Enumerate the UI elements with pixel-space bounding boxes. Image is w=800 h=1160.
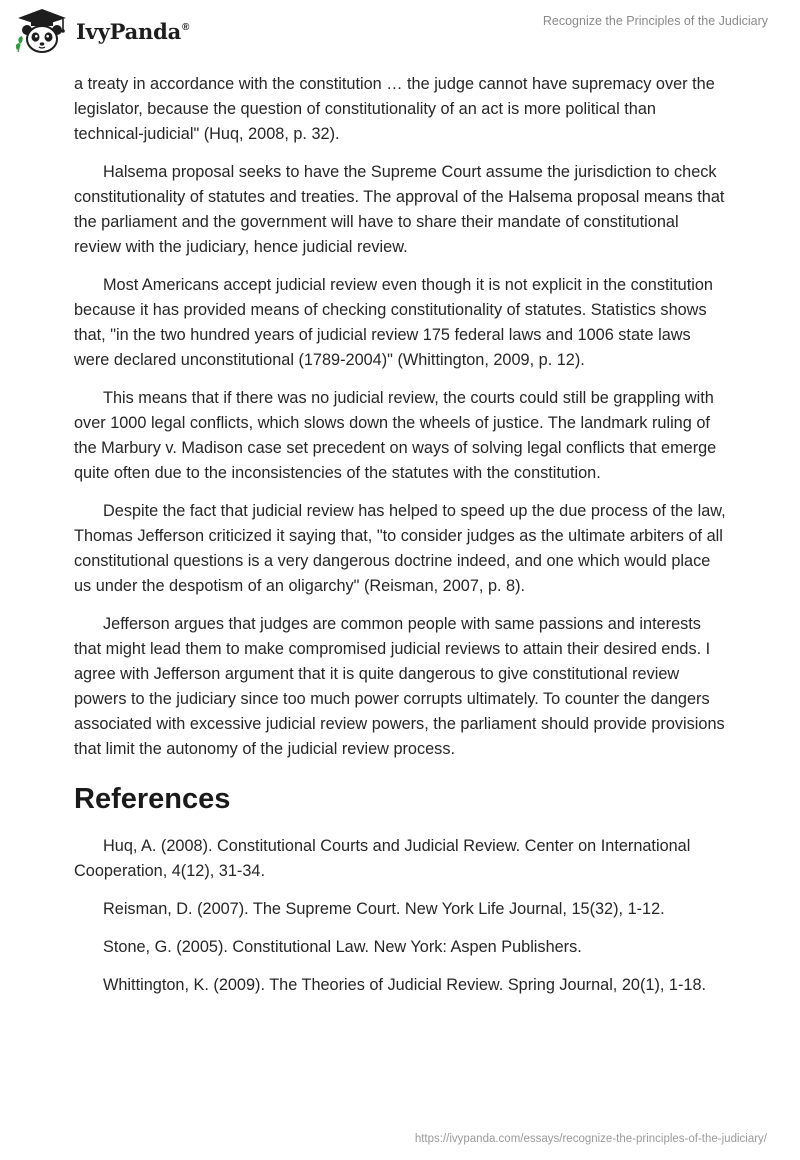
body-paragraph: a treaty in accordance with the constitution … the judge cannot have supremacy over the legislator, because the question of constitutionality of an act is more political than technical-judicial" (Huq, 2008, p. 32). [74, 75, 715, 143]
reference-item: Reisman, D. (2007). The Supreme Court. New York Life Journal, 15(32), 1-12. [103, 900, 665, 918]
body-paragraph: This means that if there was no judicial review, the courts could still be grappling with over 1000 legal conflicts, which slows down the wheels of justice. The landmark ruling of the Marbury v. Madison case set precedent on ways of solving legal conflicts that emerge quite often due to the inconsistencies of the statutes with the constitution. [74, 389, 717, 482]
body-paragraph: Most Americans accept judicial review even though it is not explicit in the constitution because it has provided means of checking constitutionality of statutes. Statistics shows that, "in the two hundred years of judicial review 175 federal laws and 1006 state laws were declared unconstitutional (1789-2004)" (Whittington, 2009, p. 12). [74, 276, 713, 369]
reference-item: Stone, G. (2005). Constitutional Law. New York: Aspen Publishers. [103, 938, 582, 956]
reference-item: Whittington, K. (2009). The Theories of Judicial Review. Spring Journal, 20(1), 1-18. [103, 976, 707, 994]
brand-name: IvyPanda® [76, 18, 190, 44]
essay-content [74, 72, 730, 1011]
reference-item: Huq, A. (2008). Constitutional Courts and Judicial Review. Center on International Cooperation, 4(12), 31-34. [74, 837, 691, 880]
body-paragraph: Jefferson argues that judges are common people with same passions and interests that might lead them to make compromised judicial reviews to attain their desired ends. I agree with Jefferson argument that it is quite dangerous to give constitutional review powers to the judiciary since too much power corrupts ultimately. To counter the dangers associated with excessive judicial review powers, the parliament should provide provisions that limit the autonomy of the judicial review process. [74, 615, 725, 758]
document-title: Recognize the Principles of the Judiciary [542, 14, 768, 28]
references-heading: References [74, 783, 231, 815]
body-paragraph: Halsema proposal seeks to have the Supreme Court assume the jurisdiction to check constitutionality of statutes and treaties. The approval of the Halsema proposal means that the parliament and the government will have to share their mandate of constitutional review with the judiciary, hence judicial review. [74, 163, 725, 256]
ivypanda-logo[interactable] [14, 8, 189, 54]
page-header [0, 0, 800, 70]
source-url[interactable]: https://ivypanda.com/essays/recognize-the-principles-of-the-judiciary/ [414, 1133, 767, 1145]
body-paragraph: Despite the fact that judicial review has helped to speed up the due process of the law, Thomas Jefferson criticized it saying that, "to consider judges as the ultimate arbiters of all constitutional questions is a very dangerous doctrine indeed, and one which would place us under the despotism of an oligarchy" (Reisman, 2007, p. 8). [74, 502, 726, 595]
panda-graduate-icon [14, 8, 70, 54]
